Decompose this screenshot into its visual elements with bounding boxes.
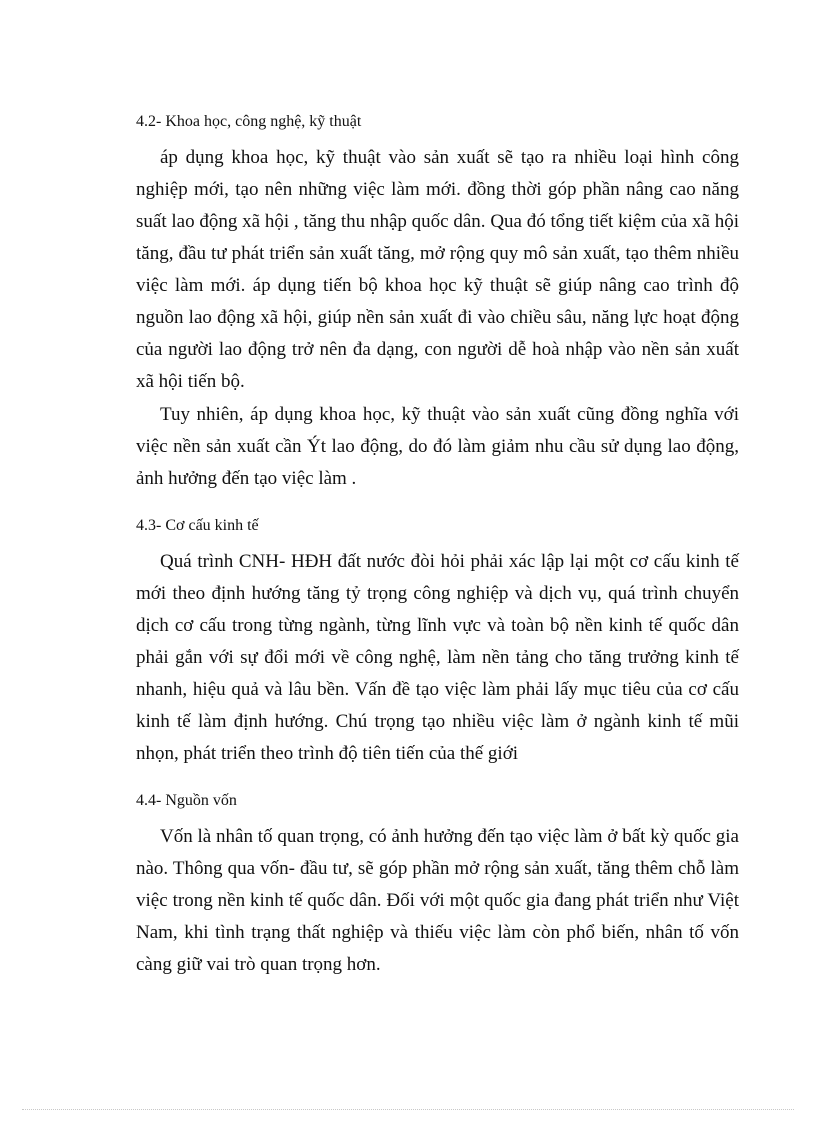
section-heading-4-2: 4.2- Khoa học, công nghệ, kỹ thuật: [136, 113, 362, 130]
page-bottom-divider: [22, 1109, 794, 1110]
paragraph-4-3-1: Quá trình CNH- HĐH đất nước đòi hỏi phải xác lập lại một cơ cấu kinh tế mới theo định hướng tăng tỷ trọng công nghiệp và dịch vụ, quá trình chuyển dịch cơ cấu trong từng ngành, từng lĩnh vực và toàn bộ nền kinh tế quốc dân phải gắn với sự đổi mới về công nghệ, làm nền tảng cho tăng trưởng kinh tế nhanh, hiệu quả và lâu bền. Vấn đề tạo việc làm phải lấy mục tiêu của cơ cấu kinh tế làm định hướng. Chú trọng tạo nhiều việc làm ở ngành kinh tế mũi nhọn, phát triển theo trình độ tiên tiến của thế giới: [136, 551, 739, 764]
paragraph-4-4-1: Vốn là nhân tố quan trọng, có ảnh hưởng đến tạo việc làm ở bất kỳ quốc gia nào. Thông qua vốn- đầu tư, sẽ góp phần mở rộng sản xuất, tăng thêm chỗ làm việc trong nền kinh tế quốc dân. Đối với một quốc gia đang phát triển như Việt Nam, khi tình trạng thất nghiệp và thiếu việc làm còn phổ biến, nhân tố vốn càng giữ vai trò quan trọng hơn.: [136, 826, 739, 975]
section-heading-4-4: 4.4- Nguồn vốn: [136, 792, 237, 809]
section-heading-4-3: 4.3- Cơ cấu kinh tế: [136, 517, 259, 534]
paragraph-4-2-1: áp dụng khoa học, kỹ thuật vào sản xuất sẽ tạo ra nhiều loại hình công nghiệp mới, tạo nên những việc làm mới. đồng thời góp phần nâng cao năng suất lao động xã hội , tăng thu nhập quốc dân. Qua đó tổng tiết kiệm của xã hội tăng, đầu tư phát triển sản xuất tăng, mở rộng quy mô sản xuất, tạo thêm nhiều việc làm mới. áp dụng tiến bộ khoa học kỹ thuật sẽ giúp nâng cao trình độ nguồn lao động xã hội, giúp nền sản xuất đi vào chiều sâu, năng lực hoạt động của người lao động trở nên đa dạng, con người dễ hoà nhập vào nền sản xuất xã hội tiến bộ.: [136, 147, 739, 392]
paragraph-4-2-2: Tuy nhiên, áp dụng khoa học, kỹ thuật vào sản xuất cũng đồng nghĩa với việc nền sản xuất cần Ýt lao động, do đó làm giảm nhu cầu sử dụng lao động, ảnh hưởng đến tạo việc làm .: [136, 404, 739, 489]
